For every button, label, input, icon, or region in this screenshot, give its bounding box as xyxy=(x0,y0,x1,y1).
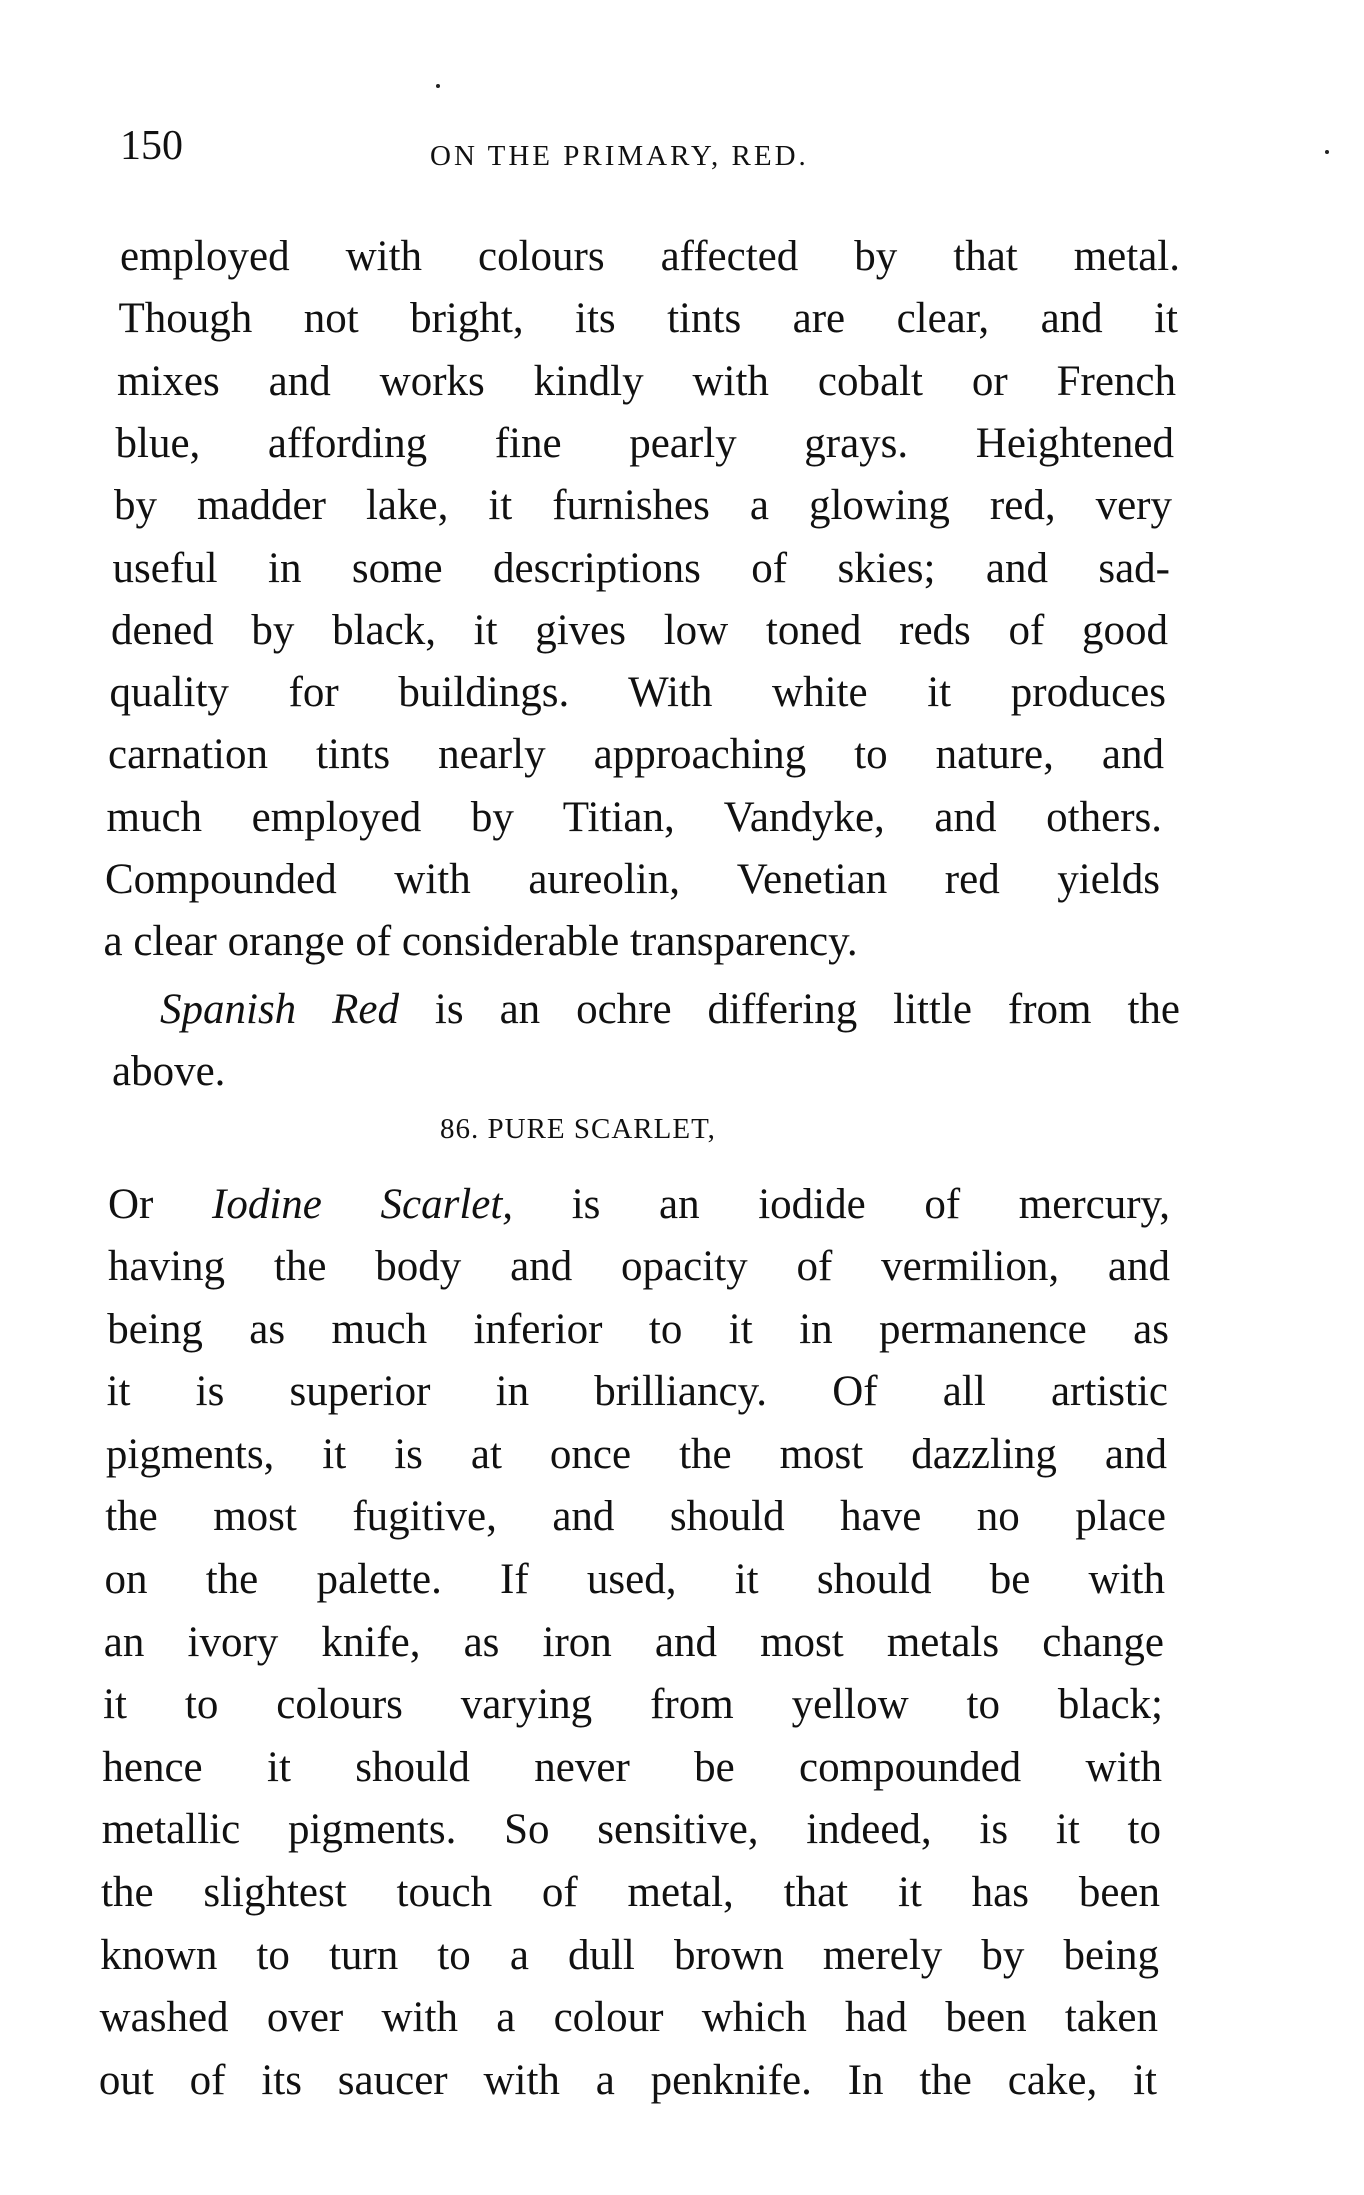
text-line: the slightest touch of metal, that it has been xyxy=(101,1869,1160,1916)
text-line: employed with colours affected by that metal. xyxy=(120,233,1180,280)
text-line: Compounded with aureolin, Venetian red yields xyxy=(105,856,1160,903)
text: is an ochre differing little from the xyxy=(398,986,1180,1033)
text-line: quality for buildings. With white it produces xyxy=(109,669,1166,717)
text-line: an ivory knife, as iron and most metals change xyxy=(103,1618,1164,1666)
text-line: much employed by Titian, Vandyke, and others. xyxy=(106,793,1162,841)
text-line: Though not bright, its tints are clear, and it xyxy=(118,295,1178,343)
text: Or xyxy=(108,1181,213,1228)
text-line: pigments, it is at once the most dazzling and xyxy=(105,1430,1167,1478)
text-line xyxy=(160,985,1180,1035)
page-number: 150 xyxy=(120,123,183,169)
text-line: above. xyxy=(112,1048,226,1095)
text-line: being as much inferior to it in permanence as xyxy=(107,1305,1169,1353)
text-line: it is superior in brilliancy. Of all artistic xyxy=(106,1368,1168,1416)
italic-term: Iodine Scarlet, xyxy=(212,1181,514,1228)
text-line: mixes and works kindly with cobalt or French xyxy=(117,357,1176,405)
text-line: it to colours varying from yellow to black; xyxy=(103,1681,1163,1729)
scan-speck xyxy=(436,84,440,88)
text-line: on the palette. If used, it should be with xyxy=(104,1556,1165,1603)
section-heading: 86. PURE SCARLET, xyxy=(440,1113,716,1145)
text-line: washed over with a colour which had been taken xyxy=(99,1994,1158,2042)
text-line: the most fugitive, and should have no place xyxy=(105,1493,1166,1541)
scan-speck xyxy=(1325,150,1329,154)
text-line: blue, affording fine pearly grays. Heightened xyxy=(115,419,1174,467)
running-head: ON THE PRIMARY, RED. xyxy=(430,140,809,172)
text-line: a clear orange of considerable transparency. xyxy=(103,918,858,966)
text-line: out of its saucer with a penknife. In the cake, it xyxy=(98,2056,1157,2104)
text-line: useful in some descriptions of skies; and sad- xyxy=(112,544,1170,592)
italic-term: Spanish Red xyxy=(160,986,399,1033)
text-line: known to turn to a dull brown merely by being xyxy=(100,1931,1159,1979)
text-line: dened by black, it gives low toned reds of good xyxy=(111,606,1168,654)
text-line: by madder lake, it furnishes a glowing red, very xyxy=(114,482,1172,530)
text-line xyxy=(108,1180,1170,1230)
text-line: metallic pigments. So sensitive, indeed, is it to xyxy=(101,1806,1161,1854)
text: is an iodide of mercury, xyxy=(513,1181,1171,1228)
text-line: having the body and opacity of vermilion, and xyxy=(108,1243,1170,1290)
text-line: carnation tints nearly approaching to nature, and xyxy=(108,731,1164,779)
text-line: hence it should never be compounded with xyxy=(102,1743,1162,1791)
